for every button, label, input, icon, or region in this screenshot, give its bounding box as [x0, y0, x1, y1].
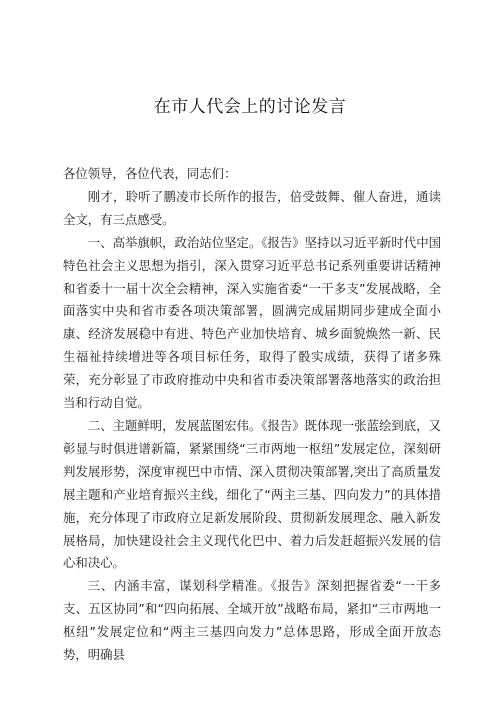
- salutation: 各位领导，各位代表，同志们：: [63, 166, 237, 181]
- paragraph-intro: 刚才，聆听了鹏凌市长所作的报告，倍受鼓舞、催人奋进，通读全文，有三点感受。: [63, 188, 441, 227]
- document-title: 在市人代会上的讨论发言: [153, 97, 347, 117]
- paragraph-point-three: 三、内涵丰富，谋划科学精准。《报告》深刻把握省委“一干多支、五区协同”和“四向拓展、全域开放”战略布局，紧扣“三市两地一枢纽”发展定位和“两主三基四向发力”总体思路，形成全面开放态势，明确县: [63, 578, 441, 663]
- paragraph-point-two: 二、主题鲜明，发展蓝图宏伟。《报告》既体现一张蓝绘到底，又彰显与时俱进谱新篇，紧紧围绕“三市两地一枢纽”发展定位，深刻研判发展形势，深度审视巴中市情、深入贯彻决策部署,突出了高质量发展主题和产业培育振兴主线，细化了“两主三基、四向发力”的具体措施，充分体现了市政府立足新发展阶段、贯彻新发展理念、融入新发展格局，加快建设社会主义现代化巴中、着力后发赶超振兴发展的信心和决心。: [63, 417, 441, 571]
- paragraph-point-one: 一、高举旗帜，政治站位坚定。《报告》坚持以习近平新时代中国特色社会主义思想为指引，深入贯穿习近平总书记系列重要讲话精神和省委十一届十次全会精神，深入实施省委“一干多支”发展战略，全面落实中央和省市委各项决策部署，圆满完成届期同步建成全面小康、经济发展稳中有进、特色产业加快培育、城乡面貌焕然一新、民生福祉持续增进等各项目标任务，取得了骰实成绩，获得了诸多殊荣，充分彰显了市政府推动中央和省市委决策部署落地落实的政治担当和行动自觉。: [63, 234, 441, 411]
- document-body: [63, 163, 441, 667]
